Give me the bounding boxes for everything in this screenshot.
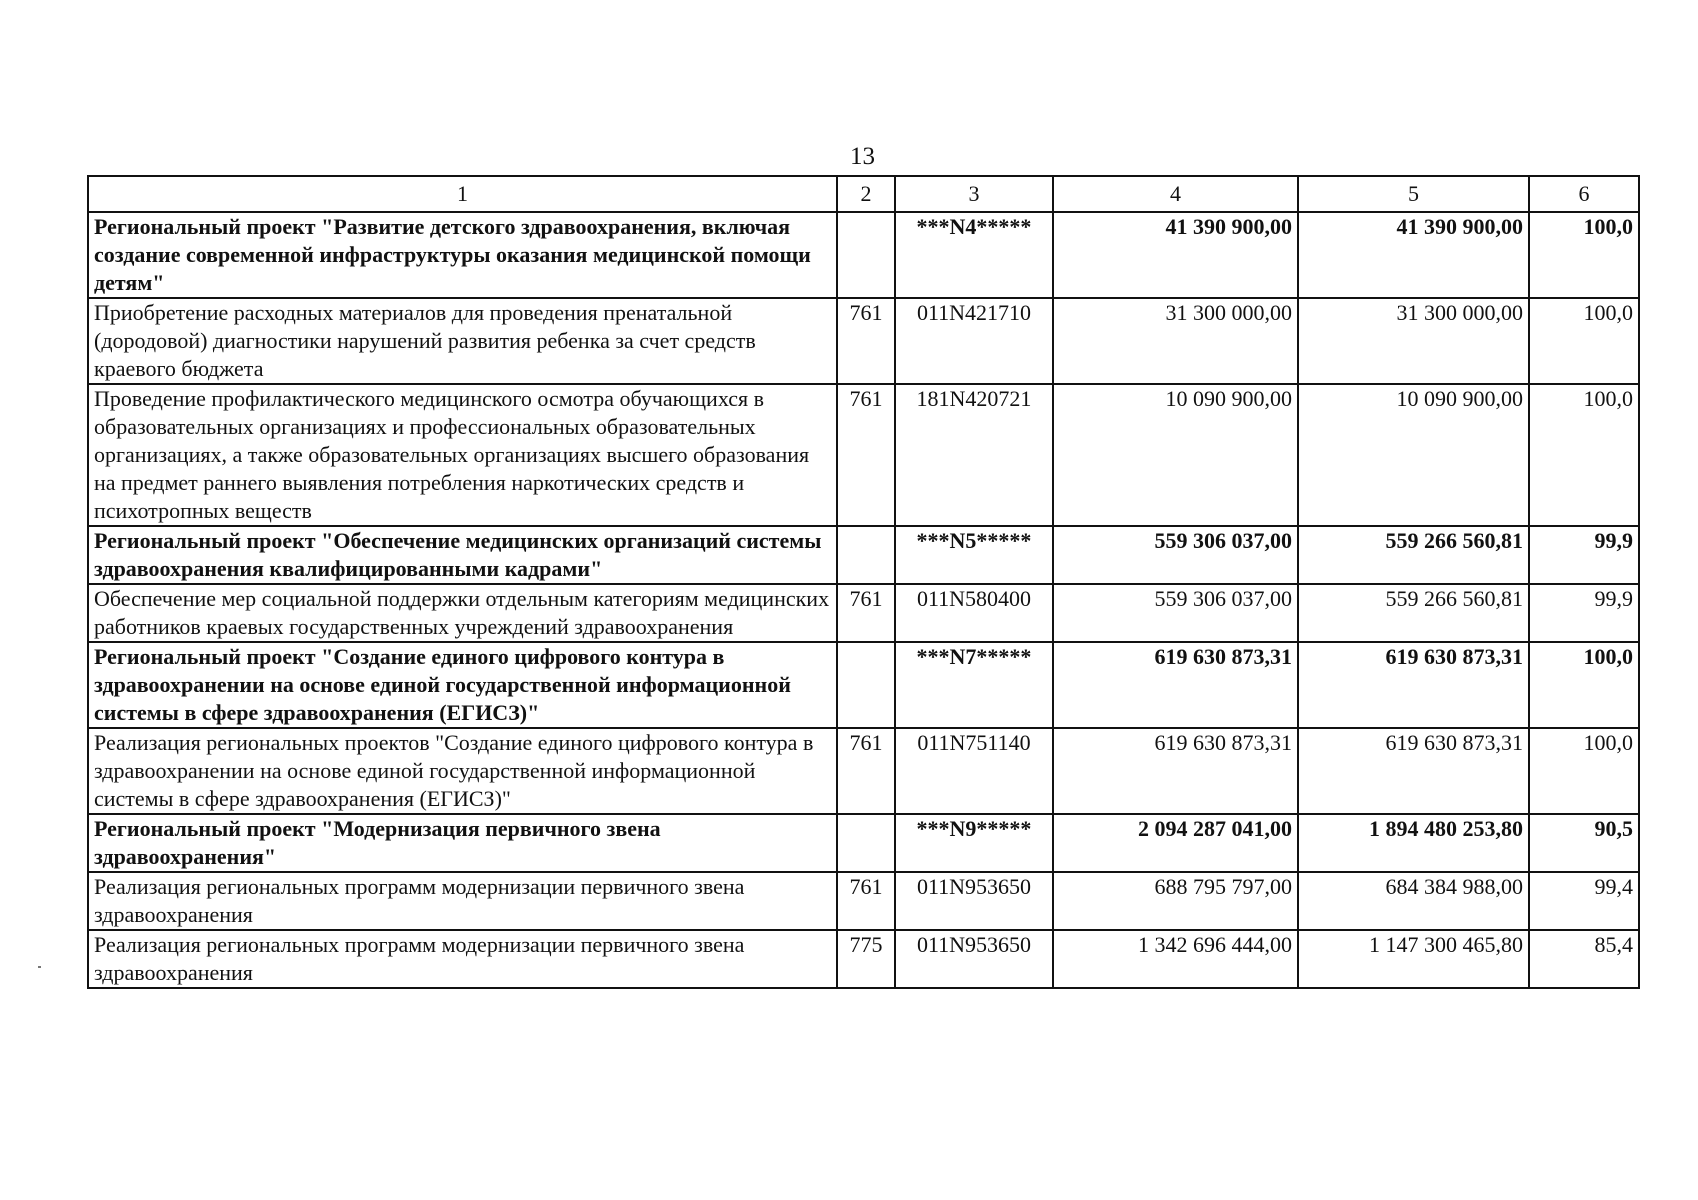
table-row — [88, 728, 1639, 814]
row-percent-cell: 85,4 — [1529, 930, 1639, 988]
row-code-cell: 011N751140 — [895, 728, 1053, 814]
row-name-cell: Обеспечение мер социальной поддержки отдельным категориям медицинских работников краевых государственных учреждений здравоохранения — [88, 584, 837, 642]
row-percent-cell: 100,0 — [1529, 212, 1639, 298]
row-name-cell: Региональный проект "Создание единого цифрового контура в здравоохранении на основе единой государственной информационной системы в сфере здравоохранения (ЕГИСЗ)" — [88, 642, 837, 728]
row-code-cell: 011N421710 — [895, 298, 1053, 384]
header-row — [88, 176, 1639, 212]
row-name-cell: Реализация региональных проектов "Создание единого цифрового контура в здравоохранении на основе единой государственной информационной системы в сфере здравоохранения (ЕГИСЗ)" — [88, 728, 837, 814]
scan-speck — [38, 966, 41, 968]
row-plan-cell: 619 630 873,31 — [1053, 642, 1298, 728]
row-plan-cell: 619 630 873,31 — [1053, 728, 1298, 814]
row-name-cell: Региональный проект "Модернизация первичного звена здравоохранения" — [88, 814, 837, 872]
row-fact-cell: 684 384 988,00 — [1298, 872, 1529, 930]
row-name-cell: Приобретение расходных материалов для проведения пренатальной (дородовой) диагностики нарушений развития ребенка за счет средств краевого бюджета — [88, 298, 837, 384]
row-grbs-cell — [837, 212, 895, 298]
row-fact-cell: 10 090 900,00 — [1298, 384, 1529, 526]
row-name-cell: Региональный проект "Развитие детского здравоохранения, включая создание современной инфраструктуры оказания медицинской помощи детям" — [88, 212, 837, 298]
row-grbs-cell: 761 — [837, 298, 895, 384]
row-grbs-cell — [837, 526, 895, 584]
row-fact-cell: 559 266 560,81 — [1298, 584, 1529, 642]
header-col-3: 3 — [895, 176, 1053, 212]
row-percent-cell: 100,0 — [1529, 384, 1639, 526]
row-code-cell: ***N7***** — [895, 642, 1053, 728]
row-code-cell: 181N420721 — [895, 384, 1053, 526]
row-percent-cell: 90,5 — [1529, 814, 1639, 872]
table-row — [88, 872, 1639, 930]
row-grbs-cell: 761 — [837, 872, 895, 930]
table-body — [88, 212, 1639, 988]
table-row-project — [88, 642, 1639, 728]
row-code-cell: ***N9***** — [895, 814, 1053, 872]
row-percent-cell: 99,4 — [1529, 872, 1639, 930]
row-percent-cell: 100,0 — [1529, 728, 1639, 814]
table-row-project — [88, 526, 1639, 584]
row-fact-cell: 31 300 000,00 — [1298, 298, 1529, 384]
row-fact-cell: 1 147 300 465,80 — [1298, 930, 1529, 988]
row-grbs-cell — [837, 642, 895, 728]
row-code-cell: 011N953650 — [895, 872, 1053, 930]
row-plan-cell: 41 390 900,00 — [1053, 212, 1298, 298]
row-fact-cell: 619 630 873,31 — [1298, 728, 1529, 814]
table-row — [88, 384, 1639, 526]
row-fact-cell: 619 630 873,31 — [1298, 642, 1529, 728]
row-percent-cell: 100,0 — [1529, 298, 1639, 384]
row-plan-cell: 1 342 696 444,00 — [1053, 930, 1298, 988]
budget-execution-table — [87, 175, 1640, 989]
row-fact-cell: 559 266 560,81 — [1298, 526, 1529, 584]
header-col-5: 5 — [1298, 176, 1529, 212]
table-row-project — [88, 212, 1639, 298]
row-grbs-cell: 761 — [837, 728, 895, 814]
row-plan-cell: 559 306 037,00 — [1053, 584, 1298, 642]
row-name-cell: Реализация региональных программ модернизации первичного звена здравоохранения — [88, 872, 837, 930]
row-code-cell: 011N580400 — [895, 584, 1053, 642]
row-name-cell: Проведение профилактического медицинского осмотра обучающихся в образовательных организациях и профессиональных образовательных организациях, а также образовательных организациях высшего образования на предмет раннего выявления потребления наркотических средств и психотропных веществ — [88, 384, 837, 526]
row-percent-cell: 99,9 — [1529, 526, 1639, 584]
header-col-2: 2 — [837, 176, 895, 212]
row-plan-cell: 10 090 900,00 — [1053, 384, 1298, 526]
table-row — [88, 930, 1639, 988]
row-name-cell: Региональный проект "Обеспечение медицинских организаций системы здравоохранения квалифицированными кадрами" — [88, 526, 837, 584]
row-fact-cell: 41 390 900,00 — [1298, 212, 1529, 298]
page-number: 13 — [850, 143, 875, 170]
row-code-cell: ***N4***** — [895, 212, 1053, 298]
row-grbs-cell: 775 — [837, 930, 895, 988]
row-grbs-cell — [837, 814, 895, 872]
header-col-6: 6 — [1529, 176, 1639, 212]
row-name-cell: Реализация региональных программ модернизации первичного звена здравоохранения — [88, 930, 837, 988]
table-row — [88, 298, 1639, 384]
header-col-4: 4 — [1053, 176, 1298, 212]
table-row-project — [88, 814, 1639, 872]
row-fact-cell: 1 894 480 253,80 — [1298, 814, 1529, 872]
row-code-cell: 011N953650 — [895, 930, 1053, 988]
table-row — [88, 584, 1639, 642]
row-grbs-cell: 761 — [837, 584, 895, 642]
row-plan-cell: 31 300 000,00 — [1053, 298, 1298, 384]
row-plan-cell: 559 306 037,00 — [1053, 526, 1298, 584]
row-percent-cell: 99,9 — [1529, 584, 1639, 642]
header-col-1: 1 — [88, 176, 837, 212]
row-percent-cell: 100,0 — [1529, 642, 1639, 728]
row-plan-cell: 2 094 287 041,00 — [1053, 814, 1298, 872]
row-plan-cell: 688 795 797,00 — [1053, 872, 1298, 930]
row-grbs-cell: 761 — [837, 384, 895, 526]
row-code-cell: ***N5***** — [895, 526, 1053, 584]
